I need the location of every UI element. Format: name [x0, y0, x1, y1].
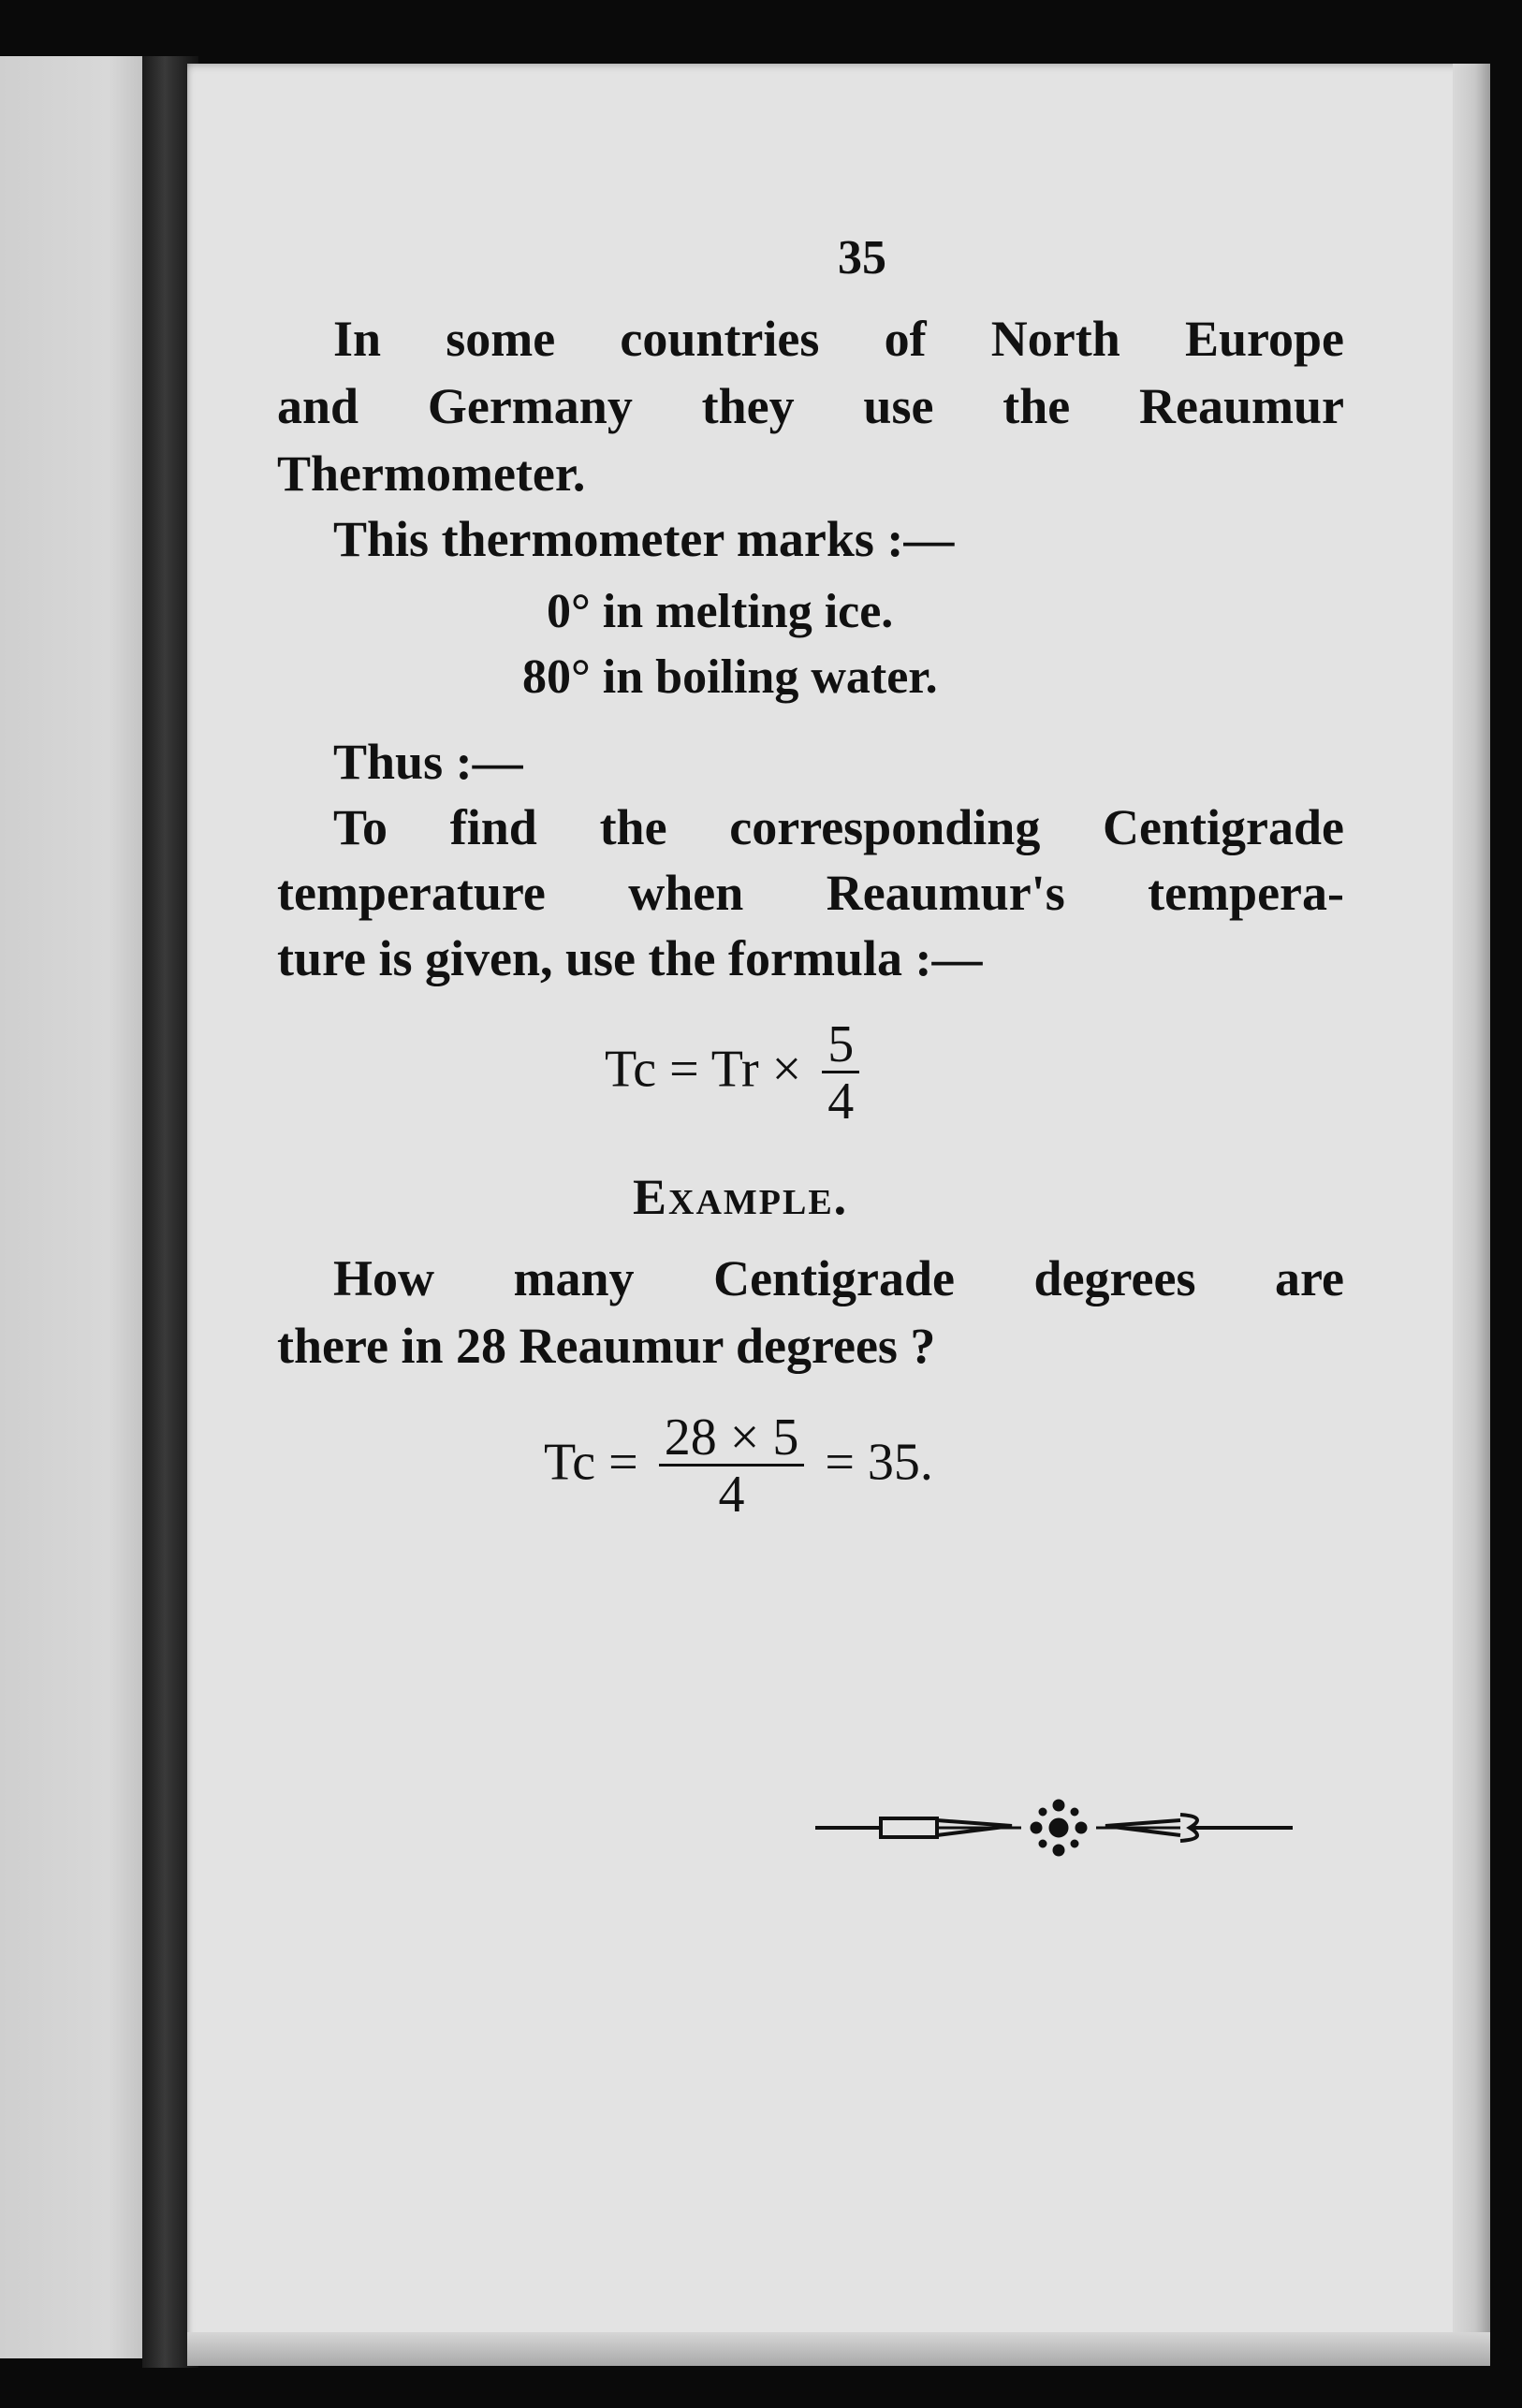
paragraph2-line3: ture is given, use the formula :— — [277, 930, 983, 986]
mark-boiling-water: 80° in boiling water. — [522, 650, 938, 704]
formula1-lhs: Tc = Tr × — [605, 1040, 802, 1099]
paragraph2-line1: To find the corresponding Centigrade — [333, 799, 1344, 855]
formula1-denominator: 4 — [827, 1073, 855, 1131]
formula1-numerator: 5 — [822, 1018, 859, 1073]
formula2-lhs: Tc = — [544, 1433, 638, 1492]
book-page — [187, 64, 1490, 2366]
question-line2: there in 28 Reaumur degrees ? — [277, 1318, 936, 1374]
formula2-denominator: 4 — [718, 1466, 745, 1524]
example-heading: Example. — [633, 1169, 849, 1225]
formula2-numerator: 28 × 5 — [659, 1411, 805, 1467]
paragraph1-line2: and Germany they use the Reaumur — [277, 378, 1344, 434]
left-page — [0, 56, 154, 2358]
formula-centigrade — [605, 1015, 867, 1131]
page-edge — [1453, 64, 1490, 2366]
formula1-fraction — [822, 1015, 859, 1131]
formula-example — [544, 1408, 933, 1524]
formula2-fraction — [659, 1408, 805, 1524]
page-text — [277, 64, 1447, 2366]
mark-melting-ice: 0° in melting ice. — [547, 585, 894, 638]
formula2-result: = 35. — [825, 1433, 933, 1492]
paragraph2-line2: temperature when Reaumur's tempera- — [277, 865, 1344, 921]
question-line1: How many Centigrade degrees are — [333, 1250, 1344, 1306]
paragraph1-line3: Thermometer. — [277, 445, 586, 502]
thus-label: Thus :— — [333, 734, 523, 790]
decorative-ornament-icon — [815, 1790, 1302, 1865]
page-number: 35 — [838, 231, 886, 285]
paragraph1-line1: In some countries of North Europe — [333, 311, 1344, 367]
marks-intro: This thermometer marks :— — [333, 511, 955, 567]
